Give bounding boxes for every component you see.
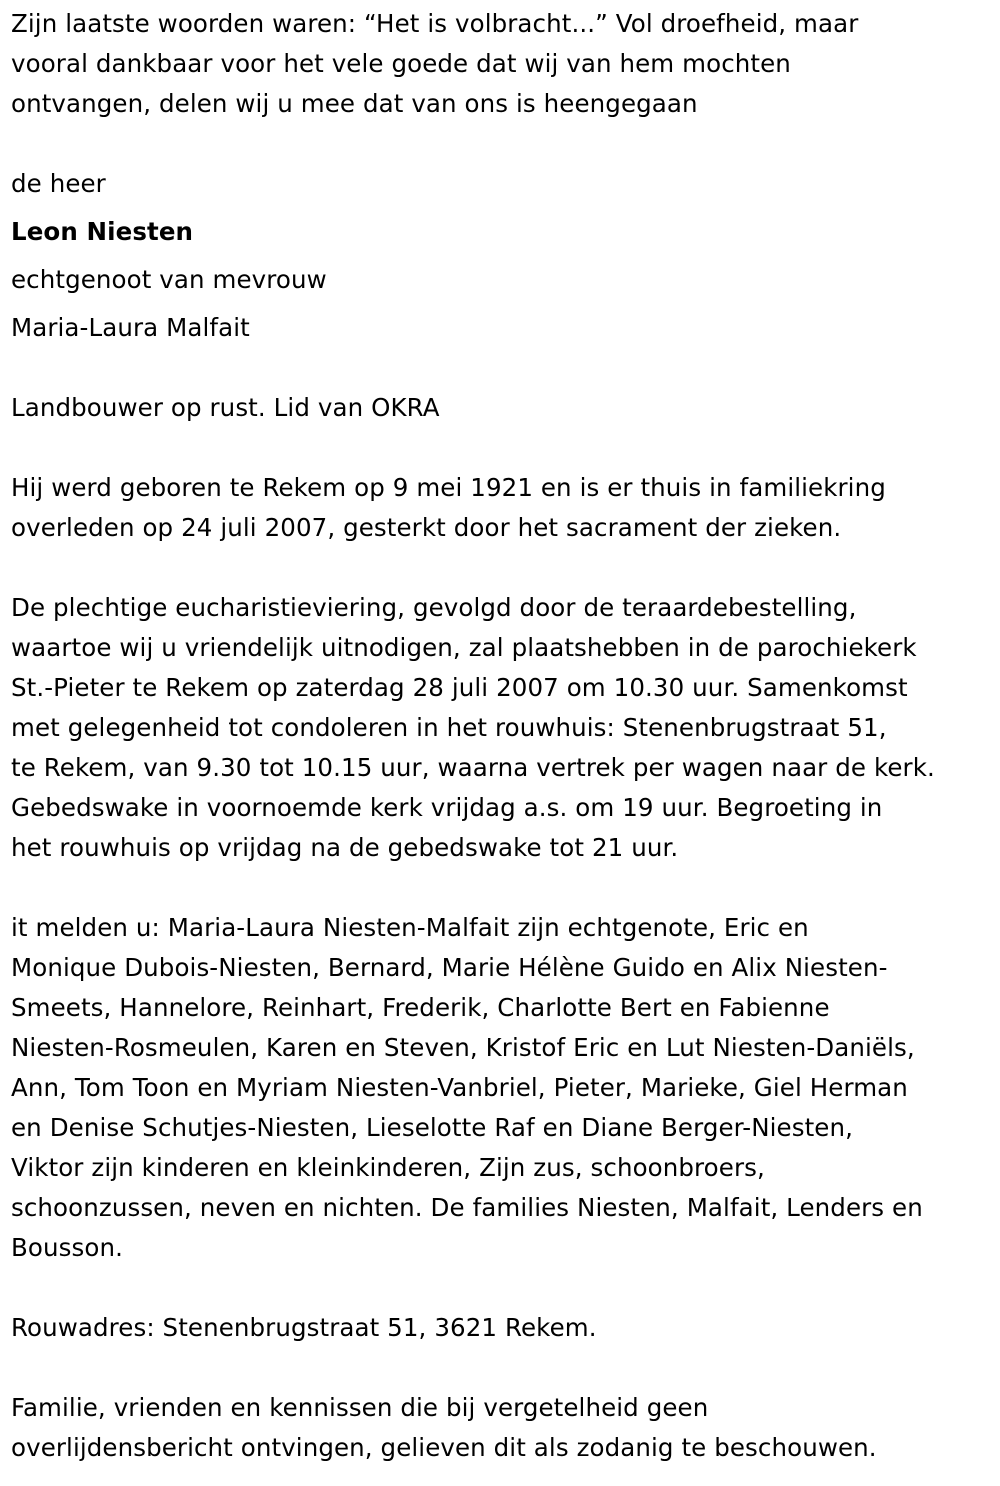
ceremony-line: met gelegenheid tot condoleren in het rouwhuis: Stenenbrugstraat 51, (11, 713, 887, 742)
ceremony-line: het rouwhuis op vrijdag na de gebedswake tot 21 uur. (11, 833, 679, 862)
spacer (11, 252, 1000, 260)
spacer (11, 300, 1000, 308)
family-line: it melden u: Maria-Laura Niesten-Malfait zijn echtgenote, Eric en (11, 913, 809, 942)
spacer (11, 348, 1000, 388)
family-line: Ann, Tom Toon en Myriam Niesten-Vanbriel, Pieter, Marieke, Giel Herman (11, 1073, 908, 1102)
birth-death-line: overleden op 24 juli 2007, gesterkt door het sacrament der zieken. (11, 513, 842, 542)
family-paragraph (11, 908, 1000, 1268)
family-line: Viktor zijn kinderen en kleinkinderen, Zijn zus, schoonbroers, (11, 1153, 765, 1182)
address-paragraph (11, 1308, 1000, 1348)
spacer (11, 1268, 1000, 1308)
spouse-name: Maria-Laura Malfait (11, 313, 250, 342)
family-line: Monique Dubois-Niesten, Bernard, Marie Hélène Guido en Alix Niesten- (11, 953, 888, 982)
person-block (11, 164, 1000, 348)
ceremony-paragraph (11, 588, 1000, 868)
birth-death-line: Hij werd geboren te Rekem op 9 mei 1921 en is er thuis in familiekring (11, 473, 886, 502)
occupation-paragraph (11, 388, 1000, 428)
closing-line: overlijdensbericht ontvingen, gelieven dit als zodanig te beschouwen. (11, 1433, 877, 1462)
birth-death-paragraph (11, 468, 1000, 548)
family-line: en Denise Schutjes-Niesten, Lieselotte Raf en Diane Berger-Niesten, (11, 1113, 853, 1142)
occupation-line: Landbouwer op rust. Lid van OKRA (11, 393, 440, 422)
spacer (11, 868, 1000, 908)
family-line: Niesten-Rosmeulen, Karen en Steven, Kristof Eric en Lut Niesten-Daniëls, (11, 1033, 915, 1062)
closing-paragraph (11, 1388, 1000, 1468)
family-line: schoonzussen, neven en nichten. De families Niesten, Malfait, Lenders en (11, 1193, 923, 1222)
intro-line: ontvangen, delen wij u mee dat van ons is heengegaan (11, 89, 698, 118)
closing-line: Familie, vrienden en kennissen die bij vergetelheid geen (11, 1393, 709, 1422)
name-prefix: de heer (11, 169, 106, 198)
spacer (11, 204, 1000, 212)
spacer (11, 1348, 1000, 1388)
deceased-name: Leon Niesten (11, 217, 194, 246)
ceremony-line: Gebedswake in voornoemde kerk vrijdag a.s. om 19 uur. Begroeting in (11, 793, 883, 822)
ceremony-line: St.-Pieter te Rekem op zaterdag 28 juli 2007 om 10.30 uur. Samenkomst (11, 673, 908, 702)
spacer (11, 548, 1000, 588)
ceremony-line: De plechtige eucharistieviering, gevolgd door de teraardebestelling, (11, 593, 857, 622)
spacer (11, 124, 1000, 164)
address-line: Rouwadres: Stenenbrugstraat 51, 3621 Rekem. (11, 1313, 597, 1342)
intro-line: vooral dankbaar voor het vele goede dat wij van hem mochten (11, 49, 791, 78)
spacer (11, 428, 1000, 468)
ceremony-line: te Rekem, van 9.30 tot 10.15 uur, waarna vertrek per wagen naar de kerk. (11, 753, 935, 782)
intro-line: Zijn laatste woorden waren: “Het is volbracht...” Vol droefheid, maar (11, 9, 859, 38)
ceremony-line: waartoe wij u vriendelijk uitnodigen, zal plaatshebben in de parochiekerk (11, 633, 917, 662)
relation-text: echtgenoot van mevrouw (11, 265, 327, 294)
intro-paragraph (11, 4, 1000, 124)
family-line: Bousson. (11, 1233, 123, 1262)
family-line: Smeets, Hannelore, Reinhart, Frederik, Charlotte Bert en Fabienne (11, 993, 830, 1022)
